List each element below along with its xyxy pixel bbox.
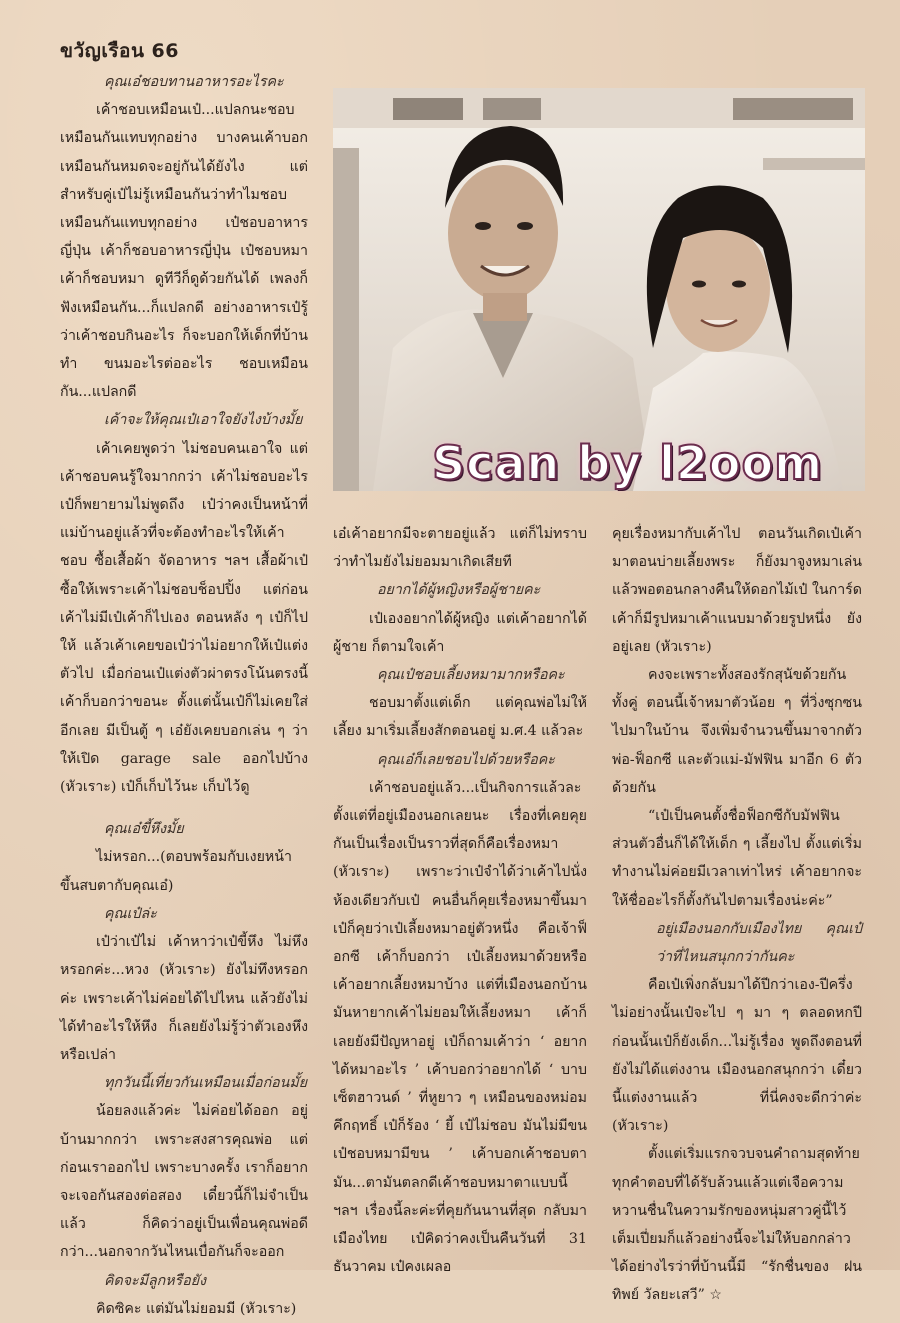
interview-question: คิดจะมีลูกหรือยัง	[104, 1272, 207, 1289]
interview-question: คุณเป๋ชอบเลี้ยงหมามากหรือคะ	[377, 667, 565, 684]
interview-answer: ตั้งแต่เริ่มแรกจวบจนคำถามสุดท้ายทุกคำตอบที่ได้รับล้วนแล้วแต่เจือความหวานชื่นในความรักของหนุ่มสาวคู่นี้ไว้เต็มเปี่ยมก็แล้วอย่างนี้จะไม่ให้บอกกล่าวได้อย่างไรว่าที่บ้านนี้มี “รักชื่นของ ฝนทิพย์ วัลยะเสวี” ☆	[612, 1146, 862, 1304]
interview-answer: คงจะเพราะทั้งสองรักสุนัขด้วยกันทั้งคู่ ตอนนี้เจ้าหมาตัวน้อย ๆ ที่วิ่งซุกซนไปมาในบ้าน จึงเพิ่มจำนวนขึ้นมาจากตัวพ่อ-ฟ็อกซี และตัวแม่-มัฟฟิน มาอีก 6 ตัวด้วยกัน	[612, 667, 862, 796]
interview-answer: เค้าชอบอยู่แล้ว...เป็นกิจการแล้วละ ตั้งแต่ที่อยู่เมืองนอกเลยนะ เรื่องที่เคยคุยกันเป็นเรื่องเป็นราวที่สุดก็คือเรื่องหมา (หัวเราะ) เพราะว่าเป๋จำได้ว่าเค้าไปนั่งห้องเดียวกับเป๋ คนอื่นก็คุยเรื่องหมาขึ้นมา เป๋ก็คุยว่าเป๋เลี้ยงหมาอยู่ตัวหนึ่ง คือเจ้าฟ็อกซี เค้าก็บอกว่า เป๋เลี้ยงหมาด้วยหรือ เค้าอยากเลี้ยงหมาบ้าง แต่ที่เมืองนอกบ้านมันหายากเค้าไม่ยอมให้เลี้ยงหมา เค้าก็เลยยังมีปัญหาอยู่ เป๋ก็ถามเค้าว่า ‘ อยากได้หมาอะไร ’ เค้าบอกว่าอยากได้ ‘ บาบเซ็ตฮาวนด์ ’ ที่หูยาว ๆ เหมือนของหม่อมคึกฤทธิ์ เป๋ก็ร้อง ‘ ยี้ เป๋ไม่ชอบ มันไม่มีขน เป๋ชอบหมามีขน ’ เค้าบอกเค้าชอบตามัน...ตามันตลกดีเค้าชอบหมาตาแบบนี้ ฯลฯ เรื่องนี้ละค่ะที่คุยกันนานที่สุด กลับมาเมืองไทย เป๋คิดว่าคงเป็นคืนวันที่ 31 ธันวาคม เป๋คงเผลอ	[333, 779, 587, 1276]
interview-answer: เค้าชอบเหมือนเป๋...แปลกนะชอบเหมือนกันแทบทุกอย่าง บางคนเค้าบอกเหมือนกันหมดจะอยู่กันได้ยังไง แต่สำหรับคู่เป๋ไม่รู้เหมือนกันว่าทำไมชอบเหมือนกันแทบทุกอย่าง เป๋ชอบอาหารญี่ปุ่น เค้าก็ชอบอาหารญี่ปุ่น เป๋ชอบหมาเค้าก็ชอบหมา ดูทีวีก็ดูด้วยกันได้ เพลงก็ฟังเหมือนกัน...ก็แปลกดี อย่างอาหารเป๋รู้ว่าเค้าชอบกินอะไร ก็จะบอกให้เด็กที่บ้านทำ ขนมอะไรต่ออะไร ชอบเหมือนกัน...แปลกดี	[60, 102, 308, 401]
magazine-header: ขวัญเรือน 66	[60, 40, 179, 62]
interview-answer: เค้าเคยพูดว่า ไม่ชอบคนเอาใจ แต่เค้าชอบคนรู้ใจมากกว่า เค้าไม่ชอบอะไรเป๋ก็พยายามไม่พูดถึง เป๋ว่าคงเป็นหน้าที่แม่บ้านอยู่แล้วที่จะต้องทำอะไรให้เค้าชอบ ซื้อเสื้อผ้า จัดอาหาร ฯลฯ เสื้อผ้าเป๋ซื้อให้เพราะเค้าไม่ชอบช็อปปิ้ง แต่ก่อนเค้าไม่มีเป๋เค้าก็ไปเอง ตอนหลัง ๆ เป๋ก็ไปให้ แล้วเค้าเคยขอเป๋ว่าไม่อยากให้เป๋แต่งตัวไป เมื่อก่อนเป๋แต่งตัวผ่าตรงโน้นตรงนี้ เค้าก็บอกว่าขอนะ ตั้งแต่นั้นเป๋ก็ไม่เคยใส่อีกเลย มีเป็นตู้ ๆ เอ๋ยังเคยบอกเล่น ๆ ว่าให้เปิด garage sale ออกไปบ้าง (หัวเราะ) เป๋ก็เก็บไว้นะ เก็บไว้ดู	[60, 440, 308, 796]
interview-question: คุณเอ๋ชอบทานอาหารอะไรคะ	[104, 74, 284, 90]
interview-answer: คุยเรื่องหมากับเค้าไป ตอนวันเกิดเป๋เค้ามาตอนบ่ายเลี้ยงพระ ก็ยังมาจูงหมาเล่นแล้วพอตอนกลางคืนให้ดอกไม้เป๋ ในการ์ดเค้าก็มีรูปหมาเค้าแนบมาด้วยรูปหนึ่ง ยังอยู่เลย (หัวเราะ)	[612, 526, 862, 655]
interview-answer: ไม่หรอก...(ตอบพร้อมกับเงยหน้าขึ้นสบตากับคุณเอ๋)	[60, 849, 292, 894]
article-column-2	[333, 520, 587, 1281]
interview-answer: เป๋ว่าเป๋ไม่ เค้าหาว่าเป๋ขี้หึง ไม่หึงหรอกค่ะ...หวง (หัวเราะ) ยังไม่ทึงหรอกค่ะ เพราะเค้าไม่ค่อยได้ไปไหน แล้วยังไม่ได้ทำอะไรให้หึง ก็เลยยังไม่รู้ว่าตัวเองหึงหรือเปล่า	[60, 934, 308, 1063]
interview-answer: เป๋เองอยากได้ผู้หญิง แต่เค้าอยากได้ผู้ชาย ก็ตามใจเค้า	[333, 610, 587, 655]
article-column-1	[60, 68, 308, 1323]
interview-question: เค้าจะให้คุณเป๋เอาใจยังไงบ้างมั้ย	[104, 412, 303, 429]
couple-photo-illustration	[333, 88, 865, 491]
article-column-3	[612, 520, 862, 1310]
interview-answer: เอ๋เค้าอยากมีจะตายอยู่แล้ว แต่ก็ไม่ทราบว่าทำไมยังไม่ยอมมาเกิดเสียที	[333, 526, 587, 571]
couple-photo	[333, 88, 865, 491]
interview-question: อยากได้ผู้หญิงหรือผู้ชายคะ	[377, 582, 541, 599]
interview-answer: “เป๋เป็นคนตั้งชื่อฟ็อกซีกับมัฟฟินส่วนตัวอื่นก็ได้ให้เด็ก ๆ เลี้ยงไป ตั้งแต่เริ่มทำงานไม่ค่อยมีเวลาเท่าไหร่ เค้าอยากจะให้ชื่ออะไรก็ตั้งกันไปตามเรื่องน่ะค่ะ”	[612, 808, 862, 909]
interview-question: คุณเอ๋ก็เลยชอบไปด้วยหรือคะ	[377, 751, 555, 768]
interview-answer: คือเป๋เพิ่งกลับมาได้ปีกว่าเอง-ปีครึ่งไม่อย่างนั้นเป๋จะไป ๆ มา ๆ ตลอดหกปีก่อนนั้นเป๋ก็ยังเด็ก...ไม่รู้เรื่อง พูดถึงตอนที่ยังไม่ได้แต่งงาน เมืองนอกสนุกกว่า เดี๋ยวนี้แต่งงานแล้ว ที่นี่คงจะดีกว่าค่ะ (หัวเราะ)	[612, 977, 862, 1135]
scan-watermark: Scan by l2oom	[432, 436, 824, 490]
interview-answer: น้อยลงแล้วค่ะ ไม่ค่อยได้ออก อยู่บ้านมากกว่า เพราะสงสารคุณพ่อ แต่ก่อนเราออกไป เพราะบางครั้ง เราก็อยากจะเจอกันสองต่อสอง เดี๋ยวนี้ก็ไม่จำเป็นแล้ว ก็คิดว่าอยู่เป็นเพื่อนคุณพ่อดีกว่า...นอกจากวันไหนเบื่อกันก็จะออก	[60, 1103, 308, 1261]
interview-question: คุณเป๋ล่ะ	[104, 905, 157, 922]
interview-question: ทุกวันนี้เที่ยวกันเหมือนเมื่อก่อนมั้ย	[104, 1075, 308, 1092]
interview-question: อยู่เมืองนอกกับเมืองไทย คุณเป๋ว่าที่ไหนสนุกกว่ากันคะ	[656, 920, 862, 966]
interview-question: คุณเอ๋ขี้หึงมั้ย	[104, 821, 184, 838]
interview-answer: คิดซิคะ แต่มันไม่ยอมมี (หัวเราะ)	[96, 1300, 297, 1317]
interview-answer: ชอบมาตั้งแต่เด็ก แต่คุณพ่อไม่ให้เลี้ยง มาเริ่มเลี้ยงสักตอนอยู่ ม.ศ.4 แล้วละ	[333, 695, 587, 740]
